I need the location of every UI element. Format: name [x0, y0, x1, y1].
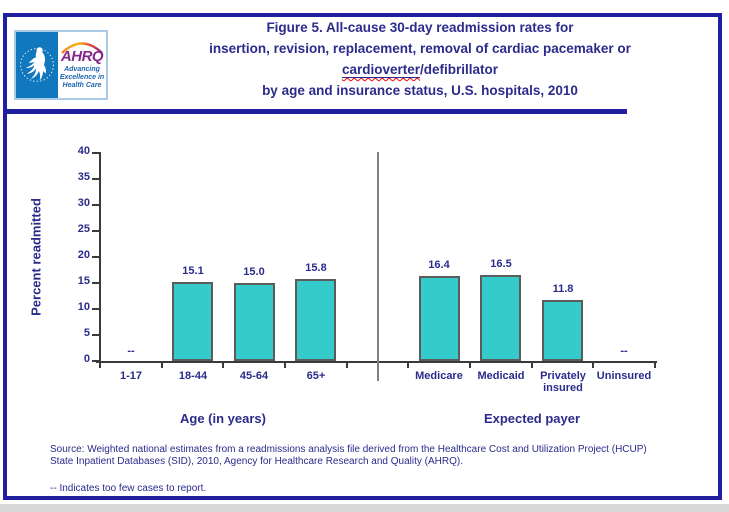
- ahrq-acronym: AHRQ: [60, 47, 104, 65]
- missing-marker: --: [127, 345, 135, 357]
- bar-value-label: 15.0: [243, 266, 265, 278]
- bar-value-label: 15.8: [305, 262, 327, 274]
- x-tick: [469, 363, 471, 368]
- y-axis-title: Percent readmitted: [28, 198, 44, 316]
- y-tick: [92, 204, 99, 206]
- x-tick: [284, 363, 286, 368]
- dash-footnote: -- Indicates too few cases to report.: [50, 483, 207, 494]
- y-tick: [92, 308, 99, 310]
- y-tick-label: 15: [77, 275, 90, 287]
- bar-value-label: 16.4: [428, 259, 450, 271]
- category-label: Uninsured: [596, 370, 652, 382]
- x-tick: [654, 363, 656, 368]
- y-tick-label: 30: [77, 197, 90, 209]
- y-tick-label: 35: [77, 171, 90, 183]
- source-note-line: State Inpatient Databases (SID), 2010, Agency for Healthcare Research and Quality (AHRQ).: [50, 456, 463, 467]
- source-note: [50, 444, 700, 468]
- source-note-line: Source: Weighted national estimates from a readmissions analysis file derived from the Healthcare Cost and Utilization Project (HCUP): [50, 444, 647, 455]
- x-tick: [531, 363, 533, 368]
- bar-value-label: 11.8: [552, 283, 574, 295]
- y-axis: [99, 152, 101, 363]
- category-label: 18-44: [178, 370, 208, 382]
- ahrq-tagline-line: Health Care: [62, 81, 102, 89]
- category-label: 65+: [306, 370, 326, 382]
- x-tick: [99, 363, 101, 368]
- bar: [234, 283, 275, 361]
- group-label: Age (in years): [180, 411, 266, 426]
- group-label: Expected payer: [483, 411, 581, 426]
- category-label: 45-64: [239, 370, 269, 382]
- y-tick: [92, 178, 99, 180]
- y-tick: [92, 152, 99, 154]
- bar: [295, 279, 336, 361]
- figure-title-line: by age and insurance status, U.S. hospitals, 2010: [262, 83, 578, 98]
- category-label: Medicaid: [477, 370, 525, 382]
- y-tick: [92, 334, 99, 336]
- y-tick: [92, 256, 99, 258]
- bar-value-label: 15.1: [182, 265, 204, 277]
- y-tick-label: 20: [77, 249, 90, 261]
- figure-title-line: insertion, revision, replacement, removal of cardiac pacemaker or: [209, 41, 631, 56]
- y-tick: [92, 360, 99, 362]
- y-tick-label: 40: [77, 145, 90, 157]
- category-label: 1-17: [119, 370, 143, 382]
- ahrq-tagline-line: Advancing: [64, 65, 100, 73]
- figure-title-line: Figure 5. All-cause 30-day readmission rates for: [266, 20, 574, 35]
- figure-title-line: cardioverter/defibrillator: [341, 62, 499, 77]
- bar: [172, 282, 213, 361]
- spellcheck-underline: cardioverter: [341, 62, 421, 77]
- y-tick-label: 25: [77, 223, 90, 235]
- x-tick: [346, 363, 348, 368]
- y-tick: [92, 282, 99, 284]
- y-tick-label: 10: [77, 301, 90, 313]
- bar-value-label: 16.5: [490, 258, 512, 270]
- ahrq-tagline-line: Excellence in: [59, 73, 105, 81]
- y-tick-label: 0: [83, 353, 90, 365]
- y-tick: [92, 230, 99, 232]
- bar: [419, 276, 460, 361]
- category-label: Privately insured: [540, 370, 586, 394]
- category-label: Medicare: [415, 370, 463, 382]
- bar: [542, 300, 583, 361]
- bar: [480, 275, 521, 361]
- x-tick: [407, 363, 409, 368]
- panel-divider: [377, 152, 379, 381]
- x-tick: [592, 363, 594, 368]
- x-tick: [161, 363, 163, 368]
- x-tick: [222, 363, 224, 368]
- missing-marker: --: [620, 345, 628, 357]
- y-tick-label: 5: [83, 327, 90, 339]
